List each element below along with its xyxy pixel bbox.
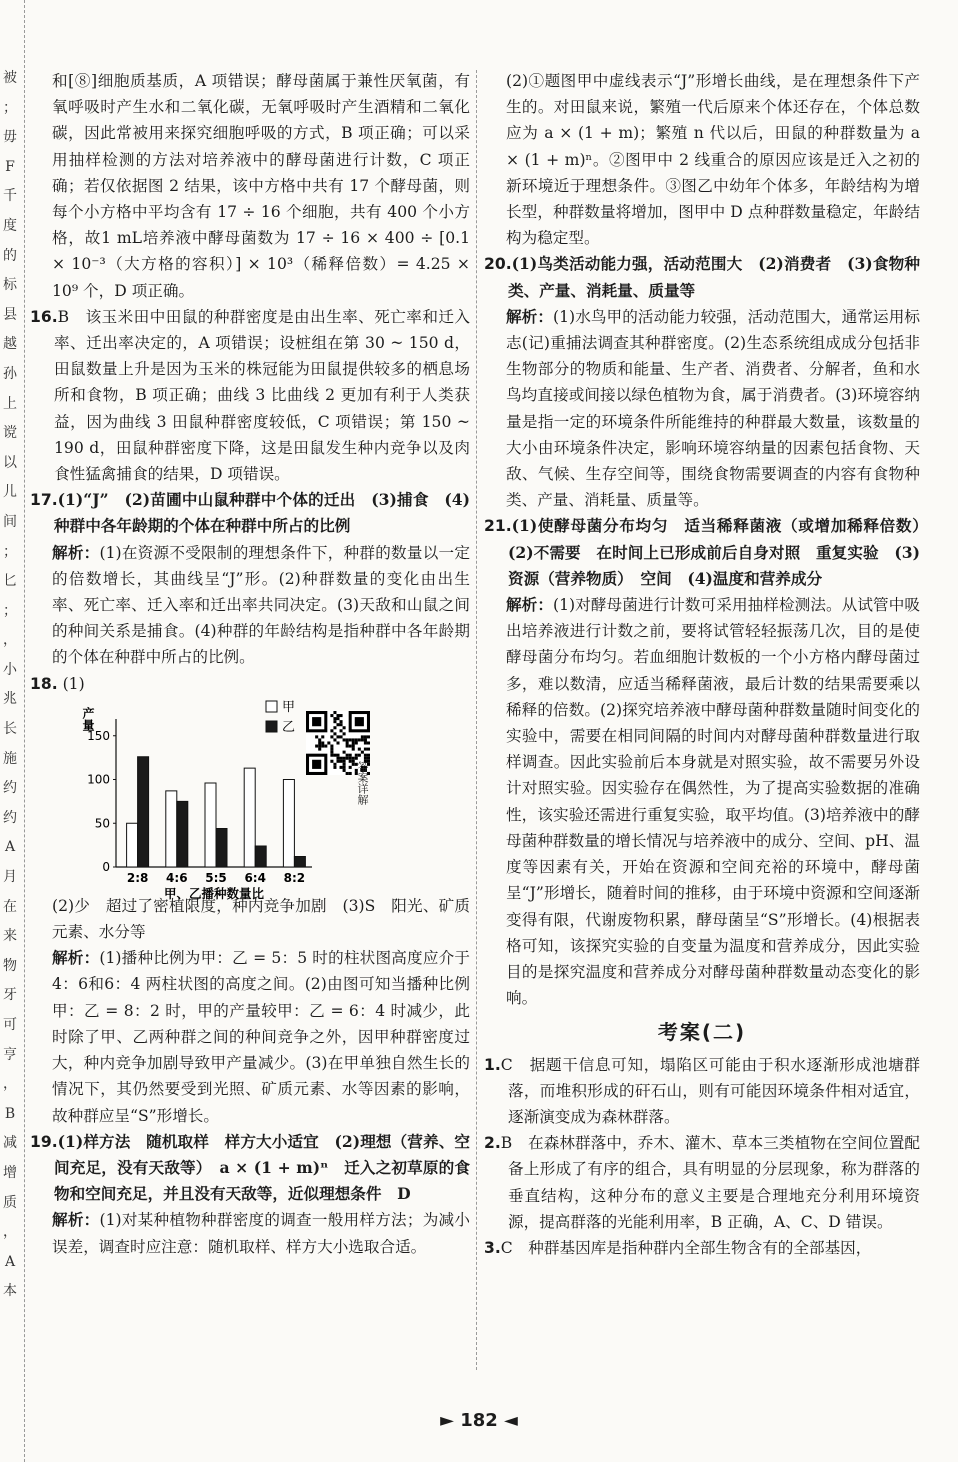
qr-module (364, 747, 367, 750)
page-number: ► 182 ◄ (440, 1410, 518, 1431)
margin-char: 县 (3, 306, 17, 323)
x-axis-label: 甲、乙播种数量比 (163, 885, 265, 901)
margin-char: 以 (3, 454, 17, 471)
bar-yi (255, 846, 266, 867)
margin-char: 约 (3, 780, 17, 797)
qr-module (346, 744, 349, 747)
legend-label: 乙 (282, 719, 296, 735)
qr-module (340, 723, 343, 726)
qr-module (349, 766, 352, 769)
bar-chart (54, 697, 324, 901)
y-tick-label: 0 (102, 859, 110, 874)
qr-module (358, 747, 361, 750)
qr-module (336, 760, 339, 763)
qr-module (336, 735, 339, 738)
qr-module (349, 738, 352, 741)
qr-module (367, 747, 370, 750)
qr-module (330, 760, 333, 763)
margin-char: 儿 (3, 484, 17, 501)
qr-module (340, 729, 343, 732)
question-20 (484, 251, 920, 303)
qr-module (330, 744, 333, 747)
x-tick-label: 6:4 (244, 870, 266, 885)
margin-char: ； (3, 602, 17, 619)
legend-swatch (266, 721, 277, 732)
qr-module (340, 766, 343, 769)
qr-module (343, 732, 346, 735)
qr-module (355, 754, 358, 757)
margin-char: 被 (3, 70, 17, 86)
question-number: 3. (484, 1238, 501, 1257)
margin-char: 间 (3, 513, 17, 530)
bar-jia (205, 783, 216, 867)
question-17 (30, 487, 470, 539)
question-number: 16. (30, 307, 58, 326)
qr-module (333, 717, 336, 720)
right-column (484, 68, 936, 1261)
qr-module (355, 757, 358, 760)
margin-char: 减 (3, 1135, 17, 1152)
qr-module (333, 711, 336, 714)
qr-module (352, 747, 355, 750)
qr-module (343, 750, 346, 753)
part-1-label: (1) (62, 674, 85, 693)
margin-char: 在 (3, 898, 17, 915)
margin-char: 本 (3, 1283, 17, 1300)
qr-module (333, 754, 336, 757)
margin-strip (0, 64, 20, 1307)
qr-block (330, 711, 370, 805)
qr-module (333, 763, 336, 766)
qr-module (346, 757, 349, 760)
margin-char: 越 (3, 336, 17, 353)
qr-module (364, 754, 367, 757)
analysis-label: 解析： (506, 596, 554, 615)
qr-module (318, 741, 321, 744)
margin-char: 小 (3, 661, 17, 678)
qr-module (352, 763, 355, 766)
analysis-label: 解析： (52, 1211, 100, 1230)
qr-module (358, 754, 361, 757)
question-number: 1. (484, 1055, 501, 1074)
margin-char: 兆 (3, 691, 17, 708)
x-tick-label: 5:5 (205, 870, 227, 885)
qr-module (330, 714, 333, 717)
qr-module (361, 738, 364, 741)
question-answer: (1)样方法 随机取样 样方大小适宜 (2)理想（营养、空间充足，没有天敌等） a × (1 + m)ⁿ 迁入之初草原的食物和空间充足，并且没有天敌等，近似理想条件 D (54, 1131, 470, 1204)
margin-char: 亨 (3, 1046, 17, 1063)
qr-module (330, 735, 333, 738)
qr-module (333, 732, 336, 735)
analysis-text: (1)在资源不受限制的理想条件下，种群的数量以一定的倍数增长，其曲线呈“J”形。(2)种群数量的变化由出生率、死亡率、迁入率和迁出率共同决定。(3)天敌和山鼠之间的种间关系是捕食。(4)种群的年龄结构是指种群中各年龄期的个体在种群中所占的比例。 (52, 543, 470, 667)
qr-module (340, 757, 343, 760)
qr-module (343, 738, 346, 741)
bar-jia (283, 779, 294, 867)
qr-module (315, 735, 318, 738)
qr-module (321, 735, 324, 738)
qr-module (364, 738, 367, 741)
analysis-20 (484, 304, 920, 514)
qr-module (330, 750, 333, 753)
continued-paragraph: 和[⑧]细胞质基质，A 项错误；酵母菌属于兼性厌氧菌，有氧呼吸时产生水和二氧化碳，无氧呼吸时产生酒精和二氧化碳，因此常被用来探究细胞呼吸的方式，B 项正确；可以采用抽样检测的方法对培养液中的酵母菌进行计数，C 项正确；若仅依据图 2 结果，该中方格中共有 17 个酵母菌，则每个小方格中平均含有 17 ÷ 16 个细胞，共有 400 个小方格，故1 mL培养液中酵母菌数为 17 ÷ 16 × 400 ÷ [0.1 × 10⁻³（大方格的容积）] × 10³（稀释倍数）= 4.25 × 10⁹ 个，D 项正确。 (52, 72, 470, 300)
qr-module (346, 738, 349, 741)
qr-module (336, 741, 339, 744)
question-number: 20. (484, 255, 512, 274)
qr-finder (355, 717, 364, 726)
question-answer: C 据题干信息可知，塌陷区可能由于积水逐渐形成池塘群落，而堆积形成的矸石山，则有可能因环境条件相对适宜，逐渐演变成为森林群落。 (500, 1055, 920, 1126)
margin-char: 牙 (3, 987, 17, 1004)
qr-module (367, 757, 370, 760)
margin-char: 来 (3, 928, 17, 945)
y-axis-label: 产量 (81, 706, 95, 731)
analysis-label: 解析： (52, 543, 100, 562)
qr-module (352, 738, 355, 741)
qr-module (367, 741, 370, 744)
margin-char: F (5, 158, 15, 175)
qr-module (352, 741, 355, 744)
qr-module (321, 741, 324, 744)
y-tick-label: 150 (87, 728, 110, 743)
question-number: 17. (30, 491, 58, 510)
analysis-text: (1)水鸟甲的活动能力较强，活动范围大，通常运用标志(记)重捕法调查其种群密度。(2)生态系统组成成分包括非生物部分的物质和能量、生产者、消费者、分解者，鱼和水鸟均直接或间接以绿色植物为食，属于消费者。(3)环境容纳量是指一定的环境条件所能维持的种群最大数量，该数量的大小由环境条件决定，影响环境容纳量的因素包括食物、天敌、气候、生存空间等，围绕食物需要调查的内容有食物种类、产量、消耗量、质量等。 (506, 307, 920, 510)
analysis-19 (30, 1207, 470, 1259)
qr-module (333, 720, 336, 723)
section-title: 考案(二) (657, 1020, 747, 1045)
qr-module (349, 757, 352, 760)
qr-module (315, 744, 318, 747)
bar-yi (294, 856, 305, 867)
margin-char: 匕 (3, 573, 17, 590)
qr-module (333, 766, 336, 769)
analysis-text: (1)播种比例为甲：乙 = 5：5 时的柱状图高度应介于4：6和6：4 两柱状图的高度之间。(2)由图可知当播种比例甲：乙 = 8：2 时，甲的产量较甲：乙 = 6：4 时减少，此时除了甲、乙两种群之间的种间竞争之外，因甲种群密度过大，种内竞争加剧导致甲产量减少。(3)在甲单独自然生长的情况下，其仍然要受到光照、矿质元素、水等因素的影响，故种群应呈“S”形增长。 (52, 949, 470, 1125)
qr-module (330, 754, 333, 757)
qr-module (336, 757, 339, 760)
qr-module (349, 760, 352, 763)
margin-char: 千 (3, 188, 17, 205)
qr-module (343, 726, 346, 729)
margin-char: 的 (3, 247, 17, 264)
qr-module (352, 757, 355, 760)
margin-char: ， (3, 1224, 17, 1241)
qr-module (364, 757, 367, 760)
question-18-answer: (2)少 超过了密植限度，种内竞争加剧 (3)S 阳光、矿质元素、水分等 (52, 896, 470, 942)
qr-module (355, 741, 358, 744)
margin-char: 质 (3, 1194, 17, 1211)
qr-module (349, 744, 352, 747)
analysis-21 (484, 592, 920, 1011)
qr-module (364, 735, 367, 738)
y-tick-label: 100 (87, 772, 110, 787)
bar-jia (244, 768, 255, 867)
margin-char: 可 (3, 1017, 17, 1033)
x-tick-label: 2:8 (126, 870, 149, 885)
question-number: 21. (484, 517, 512, 536)
qr-module (336, 754, 339, 757)
y-tick-label: 50 (94, 816, 110, 831)
analysis-text: (1)对某种植物种群密度的调查一般用样方法；为减小误差，调查时应注意：随机取样、样方大小选取合适。 (52, 1211, 470, 1256)
margin-char: A (4, 1253, 16, 1270)
qr-caption: 答案详解 (356, 761, 369, 806)
analysis-label: 解析： (506, 307, 554, 326)
qr-module (327, 741, 330, 744)
question-answer: B 该玉米田中田鼠的种群密度是由出生率、死亡率和迁入率、迁出率决定的，A 项错误；设桩组在第 30 ~ 150 d，田鼠数量上升是因为玉米的株冠能为田鼠提供较多的栖息场所和食物，B 项正确；曲线 3 比曲线 2 更加有利于人类获益，因为曲线 3 田鼠种群密度较低，C 项错误；第 150 ~ 190 d，田鼠种群密度下降，这是田鼠发生种内竞争以及肉食性猛禽捕食的结果，D 项错误。 (54, 307, 470, 484)
bar-yi (216, 828, 227, 867)
analysis-text: (1)对酵母菌进行计数可采用抽样检测法。从试管中吸出培养液进行计数之前，要将试管轻轻振荡几次，目的是使酵母菌分布均匀。若血细胞计数板的一个小方格内酵母菌过多，难以数清，应适当稀释菌液，最后计数的结果需要乘以稀释的倍数。(2)探究培养液中酵母菌种群数量随时间变化的实验中，需要在相同间隔的时间内对酵母菌种群数量进行取样调查。因此实验前后本身就是对照实验，故不需要另外设计对照实验。因实验存在偶然性，为了提高实验数据的准确性，该实验还需进行重复实验，取平均值。(3)培养液中的酵母菌种群数量的增长情况与培养液中的成分、空间、pH、温度等因素有关，开始在资源和空间充裕的环境中，酵母菌呈“J”形增长，随着时间的推移，由于环境中资源和空间逐渐变得有限，代谢废物积累，酵母菌呈“S”形增长。(4)根据表格可知，该探究实验的自变量为温度和营养成分，因此实验目的是探究温度和营养成分对酵母菌种群数量动态变化的影响。 (506, 596, 920, 1008)
qr-module (361, 735, 364, 738)
qr-module (364, 741, 367, 744)
question-number: 18. (30, 674, 58, 693)
question-answer: B 在森林群落中，乔木、灌木、草本三类植物在空间位置配备上形成了有序的组合，具有明显的分层现象，称为群落的垂直结构，这种分布的意义主要是合理地充分利用环境资源，提高群落的光能利用率，B 正确，A、C、D 错误。 (500, 1134, 920, 1231)
qr-module (355, 738, 358, 741)
question-19 (30, 1129, 470, 1208)
margin-char: 标 (3, 277, 17, 294)
bar-yi (138, 757, 149, 867)
margin-char: 度 (3, 217, 17, 234)
margin-char: ； (3, 99, 17, 116)
bar-yi (177, 801, 188, 867)
question-1 (484, 1052, 920, 1131)
legend-swatch (266, 701, 277, 712)
qr-module (324, 744, 327, 747)
bar-jia (166, 791, 177, 867)
question-16 (30, 304, 470, 487)
margin-char: 施 (3, 750, 17, 767)
margin-char: 毋 (3, 129, 17, 146)
analysis-label: 解析： (52, 949, 100, 968)
qr-module (352, 760, 355, 763)
margin-char: 谠 (3, 425, 17, 442)
qr-module (340, 760, 343, 763)
qr-module (318, 738, 321, 741)
question-answer: (1)“J” (2)苗圃中山鼠种群中个体的迁出 (3)捕食 (4)种群中各年龄期的个体在种群中所占的比例 (54, 490, 470, 536)
qr-module (352, 744, 355, 747)
margin-char: ； (3, 543, 17, 560)
qr-module (340, 714, 343, 717)
x-tick-label: 8:2 (283, 870, 306, 885)
qr-module (333, 738, 336, 741)
qr-module (343, 763, 346, 766)
qr-module (361, 750, 364, 753)
question-number: 2. (484, 1134, 501, 1153)
qr-module (330, 729, 333, 732)
qr-module (349, 754, 352, 757)
margin-char: 上 (3, 395, 17, 412)
figure-row (54, 697, 470, 901)
bar-jia (127, 823, 138, 867)
x-tick-label: 4:6 (166, 870, 188, 885)
qr-finder (312, 717, 321, 726)
margin-char: B (4, 1105, 16, 1122)
qr-module (336, 714, 339, 717)
margin-char: ， (3, 632, 17, 649)
qr-module (346, 741, 349, 744)
qr-module (343, 757, 346, 760)
qr-module (336, 717, 339, 720)
question-answer: C 种群基因库是指种群内全部生物含有的全部基因， (500, 1238, 872, 1257)
qr-module (318, 744, 321, 747)
legend-label: 甲 (282, 699, 296, 715)
qr-module (330, 747, 333, 750)
question-3 (484, 1235, 920, 1261)
margin-char: ， (3, 1076, 17, 1093)
qr-module (343, 766, 346, 769)
qr-module (336, 723, 339, 726)
margin-char: 物 (3, 957, 17, 974)
qr-module (343, 769, 346, 772)
analysis-18 (30, 945, 470, 1128)
margin-char: 增 (3, 1164, 17, 1181)
margin-char: A (4, 839, 16, 856)
question-2 (484, 1130, 920, 1235)
fold-line (24, 0, 25, 1462)
question-21 (484, 513, 936, 592)
margin-char: 孙 (3, 365, 17, 382)
question-answer: (1)使酵母菌分布均匀 适当稀释菌液（或增加稀释倍数） (2)不需要 在时间上已形成前后自身对照 重复实验 (3)资源（营养物质） 空间 (4)温度和营养成分 (508, 516, 936, 588)
margin-char: 长 (3, 721, 17, 738)
qr-module (346, 754, 349, 757)
column-divider (476, 70, 477, 1370)
question-answer: (1)鸟类活动能力强，活动范围大 (2)消费者 (3)食物种类、产量、消耗量、质量等 (508, 254, 920, 300)
qr-module (349, 772, 352, 775)
question-number: 19. (30, 1132, 58, 1151)
left-column (30, 68, 470, 1260)
analysis-17 (30, 540, 470, 671)
qr-module (346, 772, 349, 775)
margin-char: 月 (3, 869, 17, 886)
qr-module (318, 747, 321, 750)
qr-module (343, 760, 346, 763)
qr-module (333, 726, 336, 729)
qr-module (340, 735, 343, 738)
qr-finder (312, 760, 321, 769)
qr-module (358, 738, 361, 741)
qr-module (340, 720, 343, 723)
qr-module (367, 735, 370, 738)
continued-paragraph: (2)①题图甲中虚线表示“J”形增长曲线，是在理想条件下产生的。对田鼠来说，繁殖一代后原来个体还存在，个体总数应为 a × (1 + m)；繁殖 n 代以后，田鼠的种群数量为 a × (1 + m)ⁿ。②图甲中 2 线重合的原因应该是迁入之初的新环境近于理想条件。③图乙中幼年个体多，年龄结构为增长型，种群数量将增加，图甲中 D 点种群数量稳定，年龄结构为稳定型。 (506, 72, 920, 248)
qr-module (321, 744, 324, 747)
question-18 (30, 671, 470, 901)
qr-module (367, 754, 370, 757)
margin-char: 约 (3, 809, 17, 826)
